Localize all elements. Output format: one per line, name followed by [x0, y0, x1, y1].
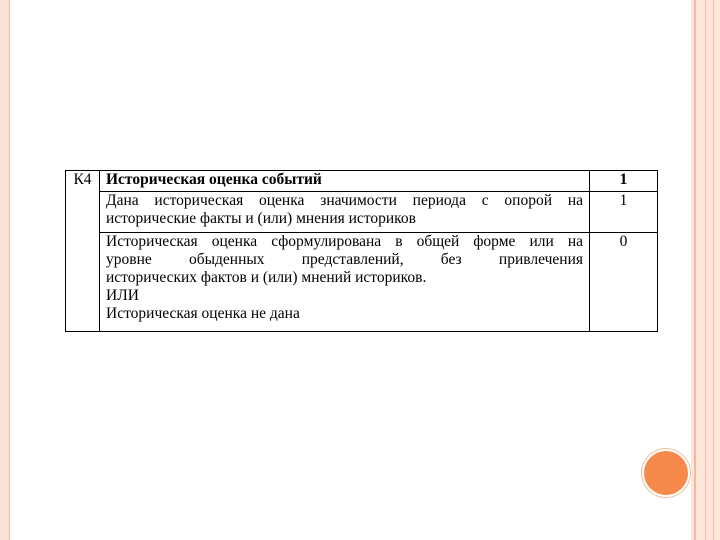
decorative-border-line [705, 0, 706, 540]
score-value: 0 [590, 233, 658, 332]
table-row [66, 233, 658, 332]
description-line: исторические факты и (или) мнения историков [106, 210, 416, 227]
criterion-title: Историческая оценка событий [100, 171, 590, 192]
criterion-code-cell: К4 [66, 171, 100, 332]
criteria-table [65, 170, 658, 332]
description-line: Историческая оценка не дана [106, 305, 300, 322]
decorative-orange-circle [642, 449, 690, 497]
decorative-border-line [694, 0, 696, 540]
description-line: исторических фактов и (или) мнений историков. [106, 269, 427, 286]
description-line: Дана историческая оценка значимости периода с опорой на [106, 192, 583, 209]
table-row [66, 192, 658, 233]
score-description [100, 233, 590, 332]
description-line: уровне обыденных представлений, без привлечения [106, 251, 583, 268]
decorative-border-left [0, 0, 10, 540]
decorative-border-line [713, 0, 714, 540]
criterion-max-score: 1 [590, 171, 658, 192]
score-description [100, 192, 590, 233]
description-line: ИЛИ [106, 287, 139, 304]
score-value: 1 [590, 192, 658, 233]
description-line: Историческая оценка сформулирована в общей форме или на [106, 233, 583, 250]
table-row-header [66, 171, 658, 192]
